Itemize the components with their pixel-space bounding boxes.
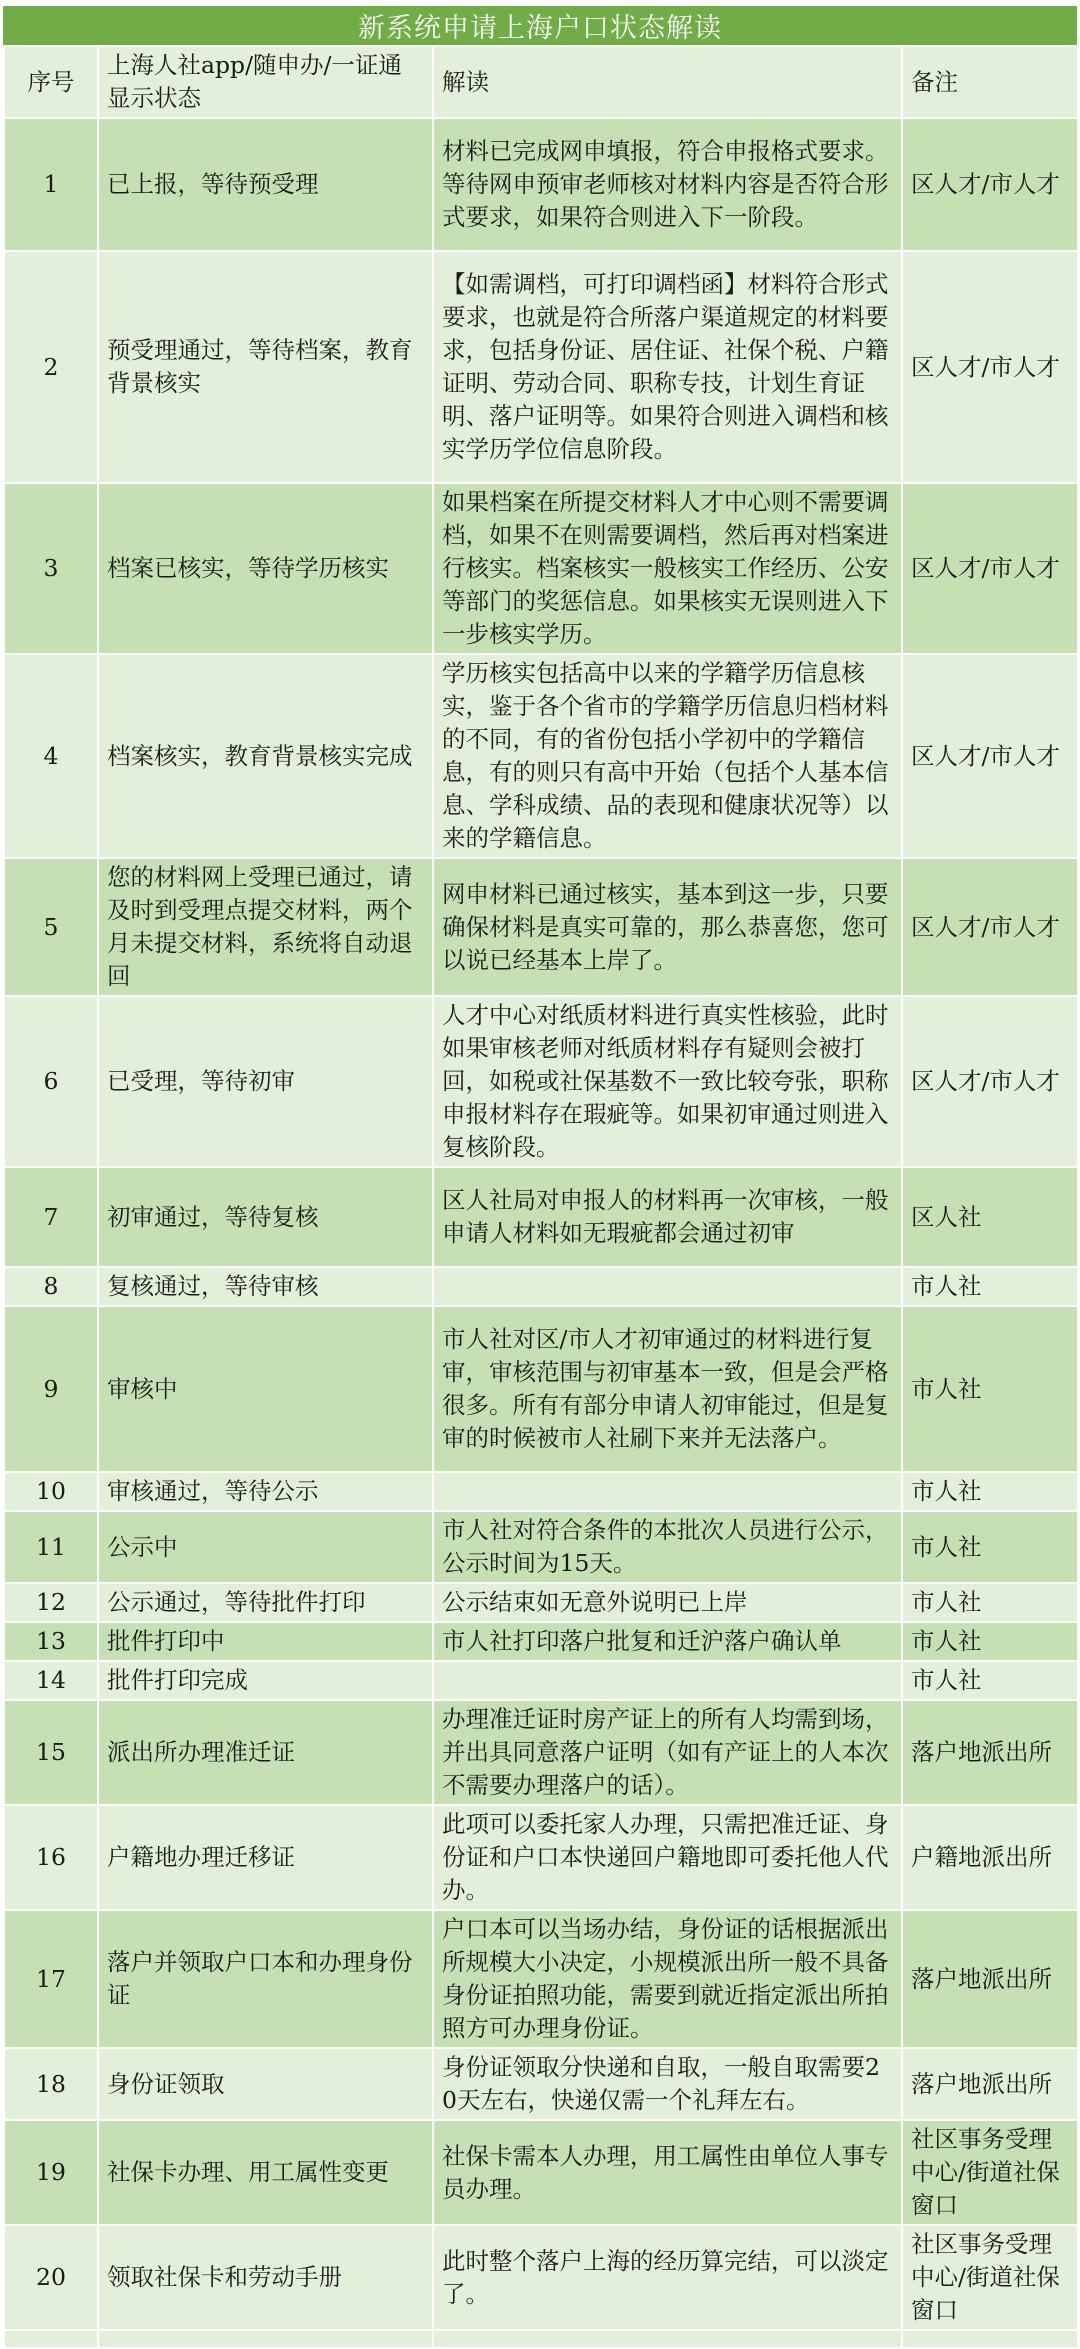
row-note: 市人社 <box>902 1661 1078 1700</box>
empty-cell <box>902 2330 1078 2348</box>
table-row <box>4 1511 1078 1583</box>
row-note: 落户地派出所 <box>902 2048 1078 2120</box>
row-status: 初审通过，等待复核 <box>98 1167 433 1267</box>
status-table-container <box>3 6 1077 2349</box>
table-row <box>4 996 1078 1167</box>
row-explain: 公示结束如无意外说明已上岸 <box>433 1583 902 1622</box>
row-status: 已受理，等待初审 <box>98 996 433 1167</box>
row-status: 审核中 <box>98 1306 433 1472</box>
row-num: 15 <box>4 1700 98 1805</box>
row-note: 区人才/市人才 <box>902 118 1078 251</box>
row-status: 档案已核实，等待学历核实 <box>98 483 433 654</box>
row-num: 11 <box>4 1511 98 1583</box>
row-status: 户籍地办理迁移证 <box>98 1805 433 1910</box>
table-row <box>4 1622 1078 1661</box>
header-note: 备注 <box>902 46 1078 118</box>
row-note: 区人社 <box>902 1167 1078 1267</box>
row-explain: 区人社局对申报人的材料再一次审核，一般申请人材料如无瑕疵都会通过初审 <box>433 1167 902 1267</box>
row-status: 批件打印中 <box>98 1622 433 1661</box>
table-row <box>4 1805 1078 1910</box>
row-explain: 办理准迁证时房产证上的所有人均需到场，并出具同意落户证明（如有产证上的人本次不需要办理落户的话）。 <box>433 1700 902 1805</box>
row-num: 12 <box>4 1583 98 1622</box>
row-explain: 身份证领取分快递和自取，一般自取需要20天左右，快递仅需一个礼拜左右。 <box>433 2048 902 2120</box>
row-note: 户籍地派出所 <box>902 1805 1078 1910</box>
row-num: 10 <box>4 1472 98 1511</box>
row-explain: 人才中心对纸质材料进行真实性核验，此时如果审核老师对纸质材料存有疑则会被打回，如税或社保基数不一致比较夸张，职称申报材料存在瑕疵等。如果初审通过则进入复核阶段。 <box>433 996 902 1167</box>
row-note: 区人才/市人才 <box>902 251 1078 483</box>
table-title: 新系统申请上海户口状态解读 <box>3 6 1077 45</box>
table-row <box>4 1910 1078 2048</box>
row-note: 区人才/市人才 <box>902 483 1078 654</box>
row-explain <box>433 1472 902 1511</box>
row-num: 19 <box>4 2120 98 2225</box>
row-note: 市人社 <box>902 1306 1078 1472</box>
row-note: 市人社 <box>902 1472 1078 1511</box>
table-row <box>4 1472 1078 1511</box>
row-note: 市人社 <box>902 1267 1078 1306</box>
row-num: 6 <box>4 996 98 1167</box>
table-row <box>4 2225 1078 2330</box>
row-status: 身份证领取 <box>98 2048 433 2120</box>
row-num: 2 <box>4 251 98 483</box>
table-row <box>4 1661 1078 1700</box>
row-status: 领取社保卡和劳动手册 <box>98 2225 433 2330</box>
row-status: 审核通过，等待公示 <box>98 1472 433 1511</box>
row-explain: 此项可以委托家人办理，只需把准迁证、身份证和户口本快递回户籍地即可委托他人代办。 <box>433 1805 902 1910</box>
row-num: 17 <box>4 1910 98 2048</box>
row-status: 预受理通过，等待档案，教育背景核实 <box>98 251 433 483</box>
table-row <box>4 483 1078 654</box>
row-note: 区人才/市人才 <box>902 858 1078 996</box>
row-num: 9 <box>4 1306 98 1472</box>
header-row <box>4 46 1078 118</box>
row-num: 18 <box>4 2048 98 2120</box>
table-row <box>4 858 1078 996</box>
row-note: 社区事务受理中心/街道社保窗口 <box>902 2225 1078 2330</box>
table-row <box>4 2120 1078 2225</box>
row-num: 20 <box>4 2225 98 2330</box>
row-explain: 如果档案在所提交材料人才中心则不需要调档，如果不在则需要调档，然后再对档案进行核实。档案核实一般核实工作经历、公安等部门的奖惩信息。如果核实无误则进入下一步核实学历。 <box>433 483 902 654</box>
row-note: 市人社 <box>902 1622 1078 1661</box>
row-status: 复核通过，等待审核 <box>98 1267 433 1306</box>
status-table <box>3 45 1079 2349</box>
row-status: 批件打印完成 <box>98 1661 433 1700</box>
row-explain: 学历核实包括高中以来的学籍学历信息核实，鉴于各个省市的学籍学历信息归档材料的不同，有的省份包括小学初中的学籍信息，有的则只有高中开始（包括个人基本信息、学科成绩、品的表现和健康状况等）以来的学籍信息。 <box>433 654 902 858</box>
header-explain: 解读 <box>433 46 902 118</box>
row-explain: 市人社对区/市人才初审通过的材料进行复审，审核范围与初审基本一致，但是会严格很多。所有有部分申请人初审能过，但是复审的时候被市人社刷下来并无法落户。 <box>433 1306 902 1472</box>
table-row <box>4 251 1078 483</box>
row-explain: 户口本可以当场办结，身份证的话根据派出所规模大小决定，小规模派出所一般不具备身份证拍照功能，需要到就近指定派出所拍照方可办理身份证。 <box>433 1910 902 2048</box>
row-explain <box>433 1661 902 1700</box>
row-num: 7 <box>4 1167 98 1267</box>
row-num: 1 <box>4 118 98 251</box>
row-status: 落户并领取户口本和办理身份证 <box>98 1910 433 2048</box>
row-explain: 【如需调档，可打印调档函】材料符合形式要求，也就是符合所落户渠道规定的材料要求，包括身份证、居住证、社保个税、户籍证明、劳动合同、职称专技，计划生育证明、落户证明等。如果符合则进入调档和核实学历学位信息阶段。 <box>433 251 902 483</box>
row-note: 市人社 <box>902 1583 1078 1622</box>
row-explain: 市人社对符合条件的本批次人员进行公示，公示时间为15天。 <box>433 1511 902 1583</box>
table-row <box>4 1167 1078 1267</box>
table-row <box>4 1267 1078 1306</box>
row-note: 落户地派出所 <box>902 1910 1078 2048</box>
row-note: 落户地派出所 <box>902 1700 1078 1805</box>
row-num: 5 <box>4 858 98 996</box>
row-status: 您的材料网上受理已通过，请及时到受理点提交材料，两个月未提交材料，系统将自动退回 <box>98 858 433 996</box>
table-row <box>4 1306 1078 1472</box>
row-note: 社区事务受理中心/街道社保窗口 <box>902 2120 1078 2225</box>
row-explain: 市人社打印落户批复和迁沪落户确认单 <box>433 1622 902 1661</box>
row-num: 4 <box>4 654 98 858</box>
row-status: 档案核实，教育背景核实完成 <box>98 654 433 858</box>
row-note: 区人才/市人才 <box>902 654 1078 858</box>
table-row <box>4 1583 1078 1622</box>
row-status: 已上报，等待预受理 <box>98 118 433 251</box>
row-status: 社保卡办理、用工属性变更 <box>98 2120 433 2225</box>
row-num: 14 <box>4 1661 98 1700</box>
row-status: 公示通过，等待批件打印 <box>98 1583 433 1622</box>
table-row <box>4 118 1078 251</box>
header-status: 上海人社app/随申办/一证通显示状态 <box>98 46 433 118</box>
row-explain <box>433 1267 902 1306</box>
row-status: 派出所办理准迁证 <box>98 1700 433 1805</box>
row-num: 8 <box>4 1267 98 1306</box>
table-row <box>4 654 1078 858</box>
row-num: 3 <box>4 483 98 654</box>
table-row <box>4 2048 1078 2120</box>
empty-cell <box>433 2330 902 2348</box>
row-note: 市人社 <box>902 1511 1078 1583</box>
empty-cell <box>4 2330 98 2348</box>
empty-cell <box>98 2330 433 2348</box>
row-explain: 材料已完成网申填报，符合申报格式要求。等待网申预审老师核对材料内容是否符合形式要求，如果符合则进入下一阶段。 <box>433 118 902 251</box>
row-num: 16 <box>4 1805 98 1910</box>
row-explain: 此时整个落户上海的经历算完结，可以淡定了。 <box>433 2225 902 2330</box>
row-explain: 网申材料已通过核实，基本到这一步，只要确保材料是真实可靠的，那么恭喜您，您可以说已经基本上岸了。 <box>433 858 902 996</box>
row-num: 13 <box>4 1622 98 1661</box>
row-note: 区人才/市人才 <box>902 996 1078 1167</box>
table-row <box>4 1700 1078 1805</box>
row-explain: 社保卡需本人办理，用工属性由单位人事专员办理。 <box>433 2120 902 2225</box>
table-end-row <box>4 2330 1078 2348</box>
header-num: 序号 <box>4 46 98 118</box>
row-status: 公示中 <box>98 1511 433 1583</box>
